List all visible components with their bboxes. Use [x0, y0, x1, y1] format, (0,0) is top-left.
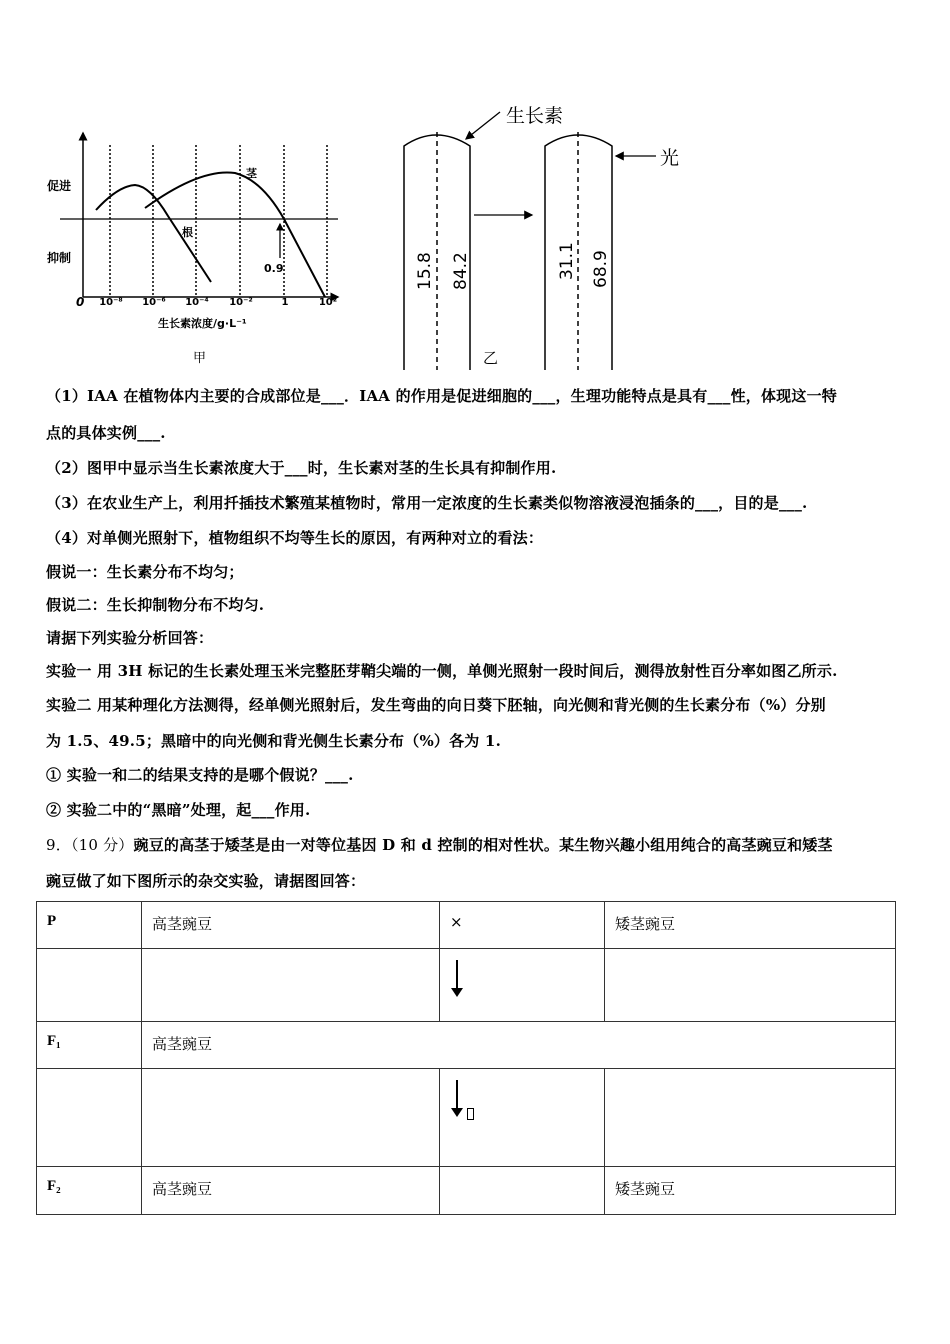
right-value-lit: 31.1 [557, 242, 577, 280]
x-tick: 10⁻² [229, 297, 253, 308]
x-tick: 10⁻⁴ [185, 297, 209, 308]
arrow-down-icon [450, 960, 464, 996]
x-tick: 10⁻⁶ [142, 297, 166, 308]
f1-tall-pea: 高茎豌豆 [142, 1022, 896, 1069]
y-label-inhibit: 抑制 [47, 251, 72, 265]
sub-question-2: ② 实验二中的“黑暗”处理，起___作用. [46, 801, 311, 819]
hypothesis-2: 假说二：生长抑制物分布不均匀. [46, 596, 265, 614]
question-9-line-2: 豌豆做了如下图所示的杂交实验，请据图回答： [46, 872, 366, 890]
stem-label: 茎 [246, 167, 257, 180]
table-row [37, 1167, 896, 1215]
figure-jia-auxin-concentration-graph [0, 0, 360, 370]
figure-yi-coleoptile-diagram [380, 90, 700, 370]
root-label: 根 [182, 226, 193, 239]
generation-f2: F₂ [37, 1167, 142, 1215]
figure-caption: 甲 [193, 351, 207, 366]
coleoptile-left [404, 132, 470, 370]
auxin-pointer-arrow [466, 112, 500, 139]
sub-question-1: ① 实验一和二的结果支持的是哪个假说？___. [46, 766, 354, 784]
experiment-2-line-1: 实验二 用某种理化方法测得，经单侧光照射后，发生弯曲的向日葵下胚轴，向光侧和背光侧的生长素分布（%）分别 [46, 696, 826, 714]
right-value-shaded: 68.9 [591, 250, 611, 288]
x-tick: 1 [281, 297, 289, 308]
question-2: （2）图甲中显示当生长素浓度大于___时，生长素对茎的生长具有抑制作用. [46, 459, 557, 477]
gridlines [110, 145, 327, 297]
left-value-shaded: 15.8 [415, 252, 435, 290]
arrow-down-icon [450, 1080, 464, 1116]
question-3: （3）在农业生产上，利用扦插技术繁殖某植物时，常用一定浓度的生长素类似物溶液浸泡插条的___，目的是___. [46, 494, 808, 512]
auxin-label: 生长素 [506, 105, 564, 127]
table-row [37, 1022, 896, 1069]
light-label: 光 [660, 147, 680, 169]
p-tall-pea: 高茎豌豆 [142, 902, 440, 949]
p-short-pea: 矮茎豌豆 [605, 902, 896, 949]
y-label-promote: 促进 [47, 179, 72, 193]
experiment-1: 实验一 用 3H 标记的生长素处理玉米完整胚芽鞘尖端的一侧，单侧光照射一段时间后，测得放射性百分率如图乙所示. [46, 662, 838, 680]
f2-short-pea: 矮茎豌豆 [605, 1167, 896, 1215]
missing-glyph-icon [467, 1108, 474, 1120]
generation-p: P [37, 902, 142, 949]
instruction: 请据下列实验分析回答： [46, 629, 214, 647]
question-9-line-1 [46, 834, 833, 855]
figure-caption: 乙 [483, 349, 499, 367]
cross-symbol: × [440, 902, 605, 949]
question-number: 9．（10 分） [46, 836, 134, 854]
question-1-line-1: （1）IAA 在植物体内主要的合成部位是___．IAA 的作用是促进细胞的___，生理功能特点是具有___性，体现这一特 [46, 387, 837, 405]
marker-value: 0.9 [264, 262, 284, 275]
generation-f1: F₁ [37, 1022, 142, 1069]
question-4: （4）对单侧光照射下，植物组织不均等生长的原因，有两种对立的看法： [46, 529, 544, 547]
question-1-line-2: 点的具体实例___. [46, 424, 166, 442]
x-axis-label: 生长素浓度/g·L⁻¹ [158, 317, 247, 330]
cross-experiment-table [36, 901, 896, 1215]
stem-curve [145, 172, 325, 297]
table-row [37, 1069, 896, 1167]
origin-label: 0 [76, 295, 85, 309]
table-row [37, 902, 896, 949]
hypothesis-1: 假说一：生长素分布不均匀； [46, 563, 244, 581]
x-tick: 10⁻⁸ [99, 297, 123, 308]
question-text: 豌豆的高茎于矮茎是由一对等位基因 D 和 d 控制的相对性状。某生物兴趣小组用纯合的高茎豌豆和矮茎 [133, 836, 833, 854]
left-value-lit: 84.2 [451, 252, 471, 290]
experiment-2-line-2: 为 1.5、49.5；黑暗中的向光侧和背光侧生长素分布（%）各为 1. [46, 732, 501, 750]
x-tick: 10² [318, 297, 338, 308]
f2-tall-pea: 高茎豌豆 [142, 1167, 440, 1215]
table-row [37, 949, 896, 1022]
